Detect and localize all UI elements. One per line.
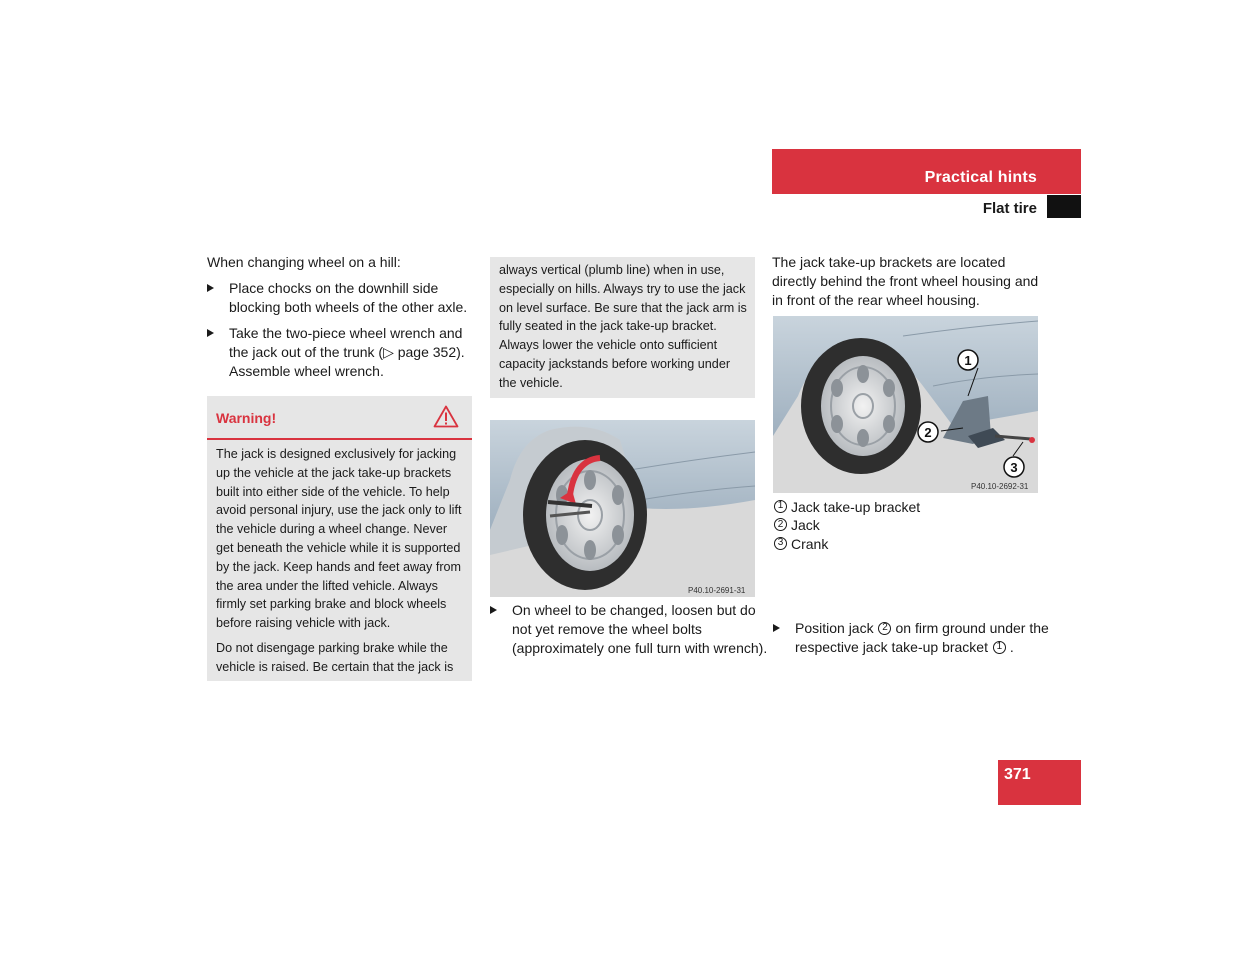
- inline-number: 2: [878, 622, 891, 635]
- warning-body: [207, 440, 472, 677]
- subsection-title: Flat tire: [982, 200, 1037, 217]
- svg-text:2: 2: [924, 425, 932, 440]
- bullet-arrow-icon: [207, 284, 214, 292]
- warning-paragraph-1: The jack is designed exclusively for jacking up the vehicle at the jack take-up brackets built into either side of the vehicle. To help avoid personal injury, use the jack only to lift the vehicle during a wheel change. Never get beneath the vehicle while it is supported by the jack. Keep hands and feet away from the area under the lifted vehicle. Always firmly set parking brake and block wheels before raising vehicle with jack.: [216, 447, 462, 631]
- warning-header: [207, 396, 472, 440]
- bullet-arrow-icon: [490, 606, 497, 614]
- section-title: Practical hints: [924, 169, 1037, 186]
- bullet-arrow-icon: [207, 329, 214, 337]
- chapter-tab-marker: [1047, 195, 1081, 218]
- jack-bracket-intro: The jack take-up brackets are located directly behind the front wheel housing and in front of the rear wheel housing.: [772, 254, 1039, 308]
- legend-label: Crank: [791, 535, 829, 552]
- figure-2-code: P40.10-2692-31: [971, 482, 1029, 491]
- step-position-jack: Position jack 2 on firm ground under the respective jack take-up bracket 1 .: [773, 619, 1065, 657]
- inline-number: 1: [993, 641, 1006, 654]
- warning-triangle-icon: [433, 405, 459, 428]
- legend-item: [773, 498, 1041, 517]
- page-number: 371: [1004, 766, 1031, 783]
- callout-3: [1004, 457, 1024, 477]
- figure-2-legend: [773, 498, 1041, 554]
- warning-continuation-box: [490, 257, 755, 398]
- wheel-wrench-illustration: [490, 420, 755, 597]
- figure-1-code: P40.10-2691-31: [688, 586, 746, 595]
- legend-label: Jack: [791, 517, 820, 534]
- warning-box: [207, 396, 472, 681]
- legend-item: [773, 517, 1041, 536]
- callout-2: [918, 422, 938, 442]
- step-loosen-bolts: On wheel to be changed, loosen but do not yet remove the wheel bolts (approximately one full turn with wrench).: [490, 601, 778, 658]
- page-number-box: [998, 760, 1081, 805]
- step-chocks: Place chocks on the downhill side blocking both wheels of the other axle.: [207, 279, 475, 317]
- hill-intro: When changing wheel on a hill:: [207, 254, 401, 270]
- callout-1: [958, 350, 978, 370]
- column-1: [207, 253, 475, 388]
- warning-title: Warning!: [216, 410, 277, 426]
- step-take-out-tools: Take the two-piece wheel wrench and the jack out of the trunk (▷ page 352). Assemble wheel wrench.: [207, 324, 475, 381]
- bullet-arrow-icon: [773, 624, 780, 632]
- jack-position-illustration: [773, 316, 1038, 493]
- svg-text:1: 1: [964, 353, 972, 368]
- legend-number: 1: [774, 500, 787, 513]
- warning-continuation-text: always vertical (plumb line) when in use, especially on hills. Always try to use the jack on level surface. Be sure that the jack arm is fully seated in the jack take-up bracket. Always lower the vehicle onto sufficient capacity jackstands before working under the vehicle.: [499, 263, 747, 390]
- legend-label: Jack take-up bracket: [791, 498, 921, 515]
- svg-text:3: 3: [1010, 460, 1018, 475]
- legend-number: 2: [774, 518, 787, 531]
- legend-item: [773, 535, 1041, 554]
- section-header-bar: [772, 149, 1081, 194]
- legend-number: 3: [774, 537, 787, 550]
- warning-paragraph-2: Do not disengage parking brake while the vehicle is raised. Be certain that the jack is: [216, 640, 454, 674]
